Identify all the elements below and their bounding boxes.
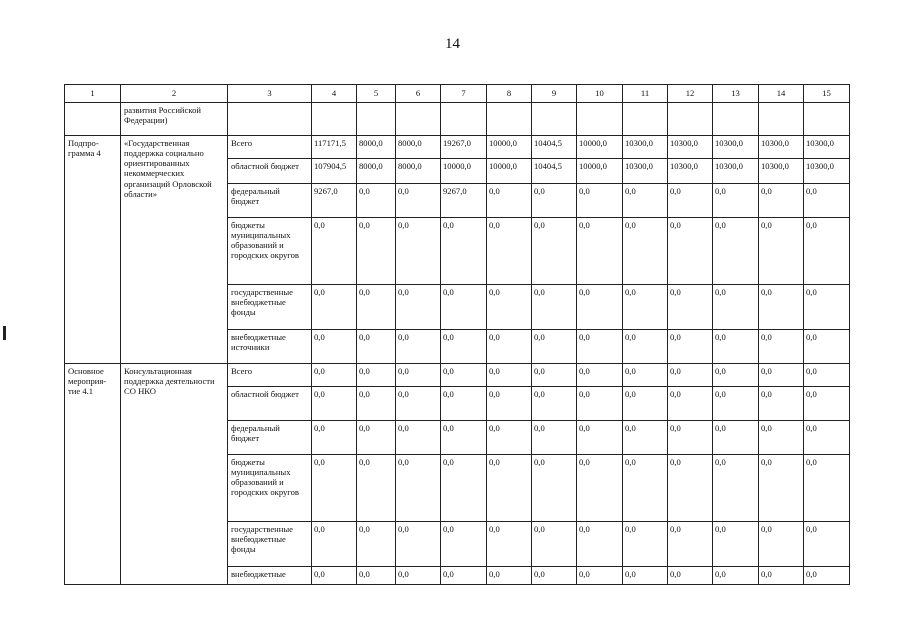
page-number: 14 [445, 36, 460, 52]
column-number: 9 [532, 85, 577, 103]
funding-source: бюджеты муниципальных образований и городских округов [228, 455, 312, 522]
amount-cell: 10000,0 [487, 159, 532, 184]
amount-cell: 8000,0 [396, 136, 441, 159]
amount-cell: 8000,0 [357, 159, 396, 184]
amount-cell: 10300,0 [713, 136, 759, 159]
amount-cell: 0,0 [357, 567, 396, 585]
funding-source: областной бюджет [228, 387, 312, 421]
amount-cell: 0,0 [312, 522, 357, 567]
table-cell [532, 103, 577, 136]
amount-cell: 0,0 [487, 364, 532, 387]
column-number: 6 [396, 85, 441, 103]
amount-cell: 0,0 [623, 522, 668, 567]
amount-cell: 8000,0 [357, 136, 396, 159]
amount-cell: 0,0 [804, 567, 850, 585]
table-cell [668, 103, 713, 136]
program-code: Подпро-грамма 4 [65, 136, 121, 364]
amount-cell: 0,0 [396, 184, 441, 218]
amount-cell: 0,0 [577, 285, 623, 330]
amount-cell: 0,0 [487, 567, 532, 585]
amount-cell: 0,0 [357, 522, 396, 567]
amount-cell: 0,0 [396, 330, 441, 364]
amount-cell: 10300,0 [713, 159, 759, 184]
table-row [65, 364, 850, 387]
amount-cell: 0,0 [532, 285, 577, 330]
amount-cell: 0,0 [668, 184, 713, 218]
amount-cell: 10000,0 [577, 136, 623, 159]
amount-cell: 0,0 [759, 364, 804, 387]
table-cell [312, 103, 357, 136]
amount-cell: 0,0 [487, 387, 532, 421]
amount-cell: 0,0 [441, 421, 487, 455]
amount-cell: 0,0 [804, 330, 850, 364]
amount-cell: 0,0 [441, 567, 487, 585]
amount-cell: 0,0 [441, 364, 487, 387]
funding-source: Всего [228, 136, 312, 159]
amount-cell: 0,0 [357, 421, 396, 455]
column-number: 5 [357, 85, 396, 103]
amount-cell: 0,0 [441, 285, 487, 330]
amount-cell: 0,0 [668, 330, 713, 364]
amount-cell: 0,0 [532, 421, 577, 455]
table-cell [487, 103, 532, 136]
amount-cell: 0,0 [396, 218, 441, 285]
table-cell [441, 103, 487, 136]
amount-cell: 0,0 [487, 421, 532, 455]
funding-source: бюджеты муниципальных образований и городских округов [228, 218, 312, 285]
amount-cell: 0,0 [713, 364, 759, 387]
amount-cell: 0,0 [759, 387, 804, 421]
amount-cell: 0,0 [312, 330, 357, 364]
column-number: 1 [65, 85, 121, 103]
amount-cell: 0,0 [804, 218, 850, 285]
amount-cell: 10300,0 [668, 159, 713, 184]
amount-cell: 10000,0 [577, 159, 623, 184]
amount-cell: 0,0 [396, 421, 441, 455]
amount-cell: 0,0 [532, 184, 577, 218]
amount-cell: 0,0 [668, 218, 713, 285]
amount-cell: 0,0 [668, 364, 713, 387]
table-cell [357, 103, 396, 136]
continuation-text: развития Российской Федерации) [121, 103, 228, 136]
amount-cell: 0,0 [623, 387, 668, 421]
budget-table [64, 84, 850, 585]
amount-cell: 0,0 [532, 567, 577, 585]
amount-cell: 0,0 [441, 218, 487, 285]
amount-cell: 0,0 [532, 364, 577, 387]
amount-cell: 0,0 [396, 567, 441, 585]
amount-cell: 0,0 [396, 285, 441, 330]
funding-source: областной бюджет [228, 159, 312, 184]
funding-source: федеральный бюджет [228, 184, 312, 218]
column-number: 2 [121, 85, 228, 103]
amount-cell: 0,0 [804, 184, 850, 218]
amount-cell: 0,0 [804, 522, 850, 567]
amount-cell: 0,0 [623, 421, 668, 455]
amount-cell: 0,0 [312, 421, 357, 455]
amount-cell: 0,0 [396, 387, 441, 421]
amount-cell: 0,0 [759, 330, 804, 364]
amount-cell: 0,0 [487, 218, 532, 285]
amount-cell: 9267,0 [441, 184, 487, 218]
amount-cell: 0,0 [623, 184, 668, 218]
column-number: 14 [759, 85, 804, 103]
amount-cell: 0,0 [357, 184, 396, 218]
amount-cell: 0,0 [396, 522, 441, 567]
amount-cell: 0,0 [312, 567, 357, 585]
column-number: 8 [487, 85, 532, 103]
amount-cell: 0,0 [577, 455, 623, 522]
amount-cell: 0,0 [804, 387, 850, 421]
amount-cell: 0,0 [759, 522, 804, 567]
amount-cell: 0,0 [804, 364, 850, 387]
amount-cell: 0,0 [623, 455, 668, 522]
amount-cell: 0,0 [577, 218, 623, 285]
amount-cell: 107904,5 [312, 159, 357, 184]
continuation-row [65, 103, 850, 136]
table-row [65, 136, 850, 159]
amount-cell: 10000,0 [487, 136, 532, 159]
amount-cell: 0,0 [312, 387, 357, 421]
funding-source: государственные внебюджетные фонды [228, 522, 312, 567]
amount-cell: 0,0 [759, 184, 804, 218]
amount-cell: 0,0 [713, 285, 759, 330]
amount-cell: 0,0 [713, 330, 759, 364]
column-number: 15 [804, 85, 850, 103]
amount-cell: 0,0 [713, 567, 759, 585]
amount-cell: 0,0 [532, 330, 577, 364]
column-number: 4 [312, 85, 357, 103]
amount-cell: 0,0 [441, 387, 487, 421]
amount-cell: 0,0 [396, 455, 441, 522]
amount-cell: 19267,0 [441, 136, 487, 159]
program-title: «Государственная поддержка социально ориентированных некоммерческих организаций Орловской области» [121, 136, 228, 364]
program-code: Основное мероприя-тие 4.1 [65, 364, 121, 585]
amount-cell: 0,0 [804, 421, 850, 455]
amount-cell: 0,0 [713, 455, 759, 522]
amount-cell: 117171,5 [312, 136, 357, 159]
amount-cell: 0,0 [487, 285, 532, 330]
column-number-row [65, 85, 850, 103]
amount-cell: 0,0 [577, 522, 623, 567]
amount-cell: 0,0 [487, 522, 532, 567]
amount-cell: 0,0 [668, 285, 713, 330]
amount-cell: 0,0 [713, 387, 759, 421]
amount-cell: 0,0 [623, 285, 668, 330]
scan-margin-mark [3, 326, 6, 340]
amount-cell: 0,0 [487, 330, 532, 364]
amount-cell: 0,0 [623, 330, 668, 364]
table-cell [228, 103, 312, 136]
amount-cell: 0,0 [577, 330, 623, 364]
funding-source: федеральный бюджет [228, 421, 312, 455]
amount-cell: 10404,5 [532, 136, 577, 159]
amount-cell: 0,0 [357, 285, 396, 330]
amount-cell: 0,0 [577, 567, 623, 585]
amount-cell: 0,0 [532, 455, 577, 522]
table-cell [65, 103, 121, 136]
amount-cell: 0,0 [577, 184, 623, 218]
program-title: Консультационная поддержка деятельности СО НКО [121, 364, 228, 585]
amount-cell: 10404,5 [532, 159, 577, 184]
amount-cell: 0,0 [759, 455, 804, 522]
amount-cell: 0,0 [577, 364, 623, 387]
amount-cell: 0,0 [487, 184, 532, 218]
funding-source: Всего [228, 364, 312, 387]
amount-cell: 10300,0 [804, 136, 850, 159]
column-number: 11 [623, 85, 668, 103]
column-number: 7 [441, 85, 487, 103]
amount-cell: 10300,0 [759, 136, 804, 159]
amount-cell: 0,0 [623, 567, 668, 585]
amount-cell: 0,0 [487, 455, 532, 522]
table-cell [804, 103, 850, 136]
amount-cell: 0,0 [713, 184, 759, 218]
amount-cell: 0,0 [396, 364, 441, 387]
amount-cell: 0,0 [441, 455, 487, 522]
amount-cell: 0,0 [804, 285, 850, 330]
funding-source: государственные внебюджетные фонды [228, 285, 312, 330]
amount-cell: 0,0 [623, 218, 668, 285]
amount-cell: 0,0 [759, 421, 804, 455]
amount-cell: 0,0 [532, 522, 577, 567]
table-cell [577, 103, 623, 136]
amount-cell: 10300,0 [668, 136, 713, 159]
amount-cell: 0,0 [759, 285, 804, 330]
amount-cell: 0,0 [577, 387, 623, 421]
amount-cell: 10300,0 [623, 136, 668, 159]
amount-cell: 0,0 [357, 330, 396, 364]
amount-cell: 0,0 [668, 387, 713, 421]
amount-cell: 0,0 [713, 218, 759, 285]
table-cell [396, 103, 441, 136]
amount-cell: 0,0 [357, 387, 396, 421]
column-number: 10 [577, 85, 623, 103]
amount-cell: 0,0 [668, 567, 713, 585]
amount-cell: 0,0 [357, 218, 396, 285]
amount-cell: 0,0 [759, 567, 804, 585]
column-number: 3 [228, 85, 312, 103]
amount-cell: 0,0 [441, 330, 487, 364]
table-cell [623, 103, 668, 136]
amount-cell: 0,0 [357, 364, 396, 387]
amount-cell: 0,0 [759, 218, 804, 285]
amount-cell: 0,0 [804, 455, 850, 522]
amount-cell: 8000,0 [396, 159, 441, 184]
amount-cell: 10300,0 [804, 159, 850, 184]
funding-source: внебюджетные источники [228, 330, 312, 364]
table-cell [713, 103, 759, 136]
amount-cell: 0,0 [577, 421, 623, 455]
funding-source: внебюджетные [228, 567, 312, 585]
table-cell [759, 103, 804, 136]
amount-cell: 0,0 [312, 218, 357, 285]
amount-cell: 0,0 [668, 522, 713, 567]
amount-cell: 0,0 [441, 522, 487, 567]
amount-cell: 0,0 [623, 364, 668, 387]
amount-cell: 0,0 [532, 218, 577, 285]
amount-cell: 0,0 [713, 421, 759, 455]
amount-cell: 0,0 [713, 522, 759, 567]
amount-cell: 9267,0 [312, 184, 357, 218]
column-number: 13 [713, 85, 759, 103]
amount-cell: 0,0 [312, 455, 357, 522]
column-number: 12 [668, 85, 713, 103]
amount-cell: 0,0 [312, 364, 357, 387]
amount-cell: 0,0 [357, 455, 396, 522]
amount-cell: 0,0 [312, 285, 357, 330]
amount-cell: 0,0 [668, 455, 713, 522]
amount-cell: 0,0 [532, 387, 577, 421]
amount-cell: 0,0 [668, 421, 713, 455]
amount-cell: 10300,0 [759, 159, 804, 184]
amount-cell: 10300,0 [623, 159, 668, 184]
amount-cell: 10000,0 [441, 159, 487, 184]
